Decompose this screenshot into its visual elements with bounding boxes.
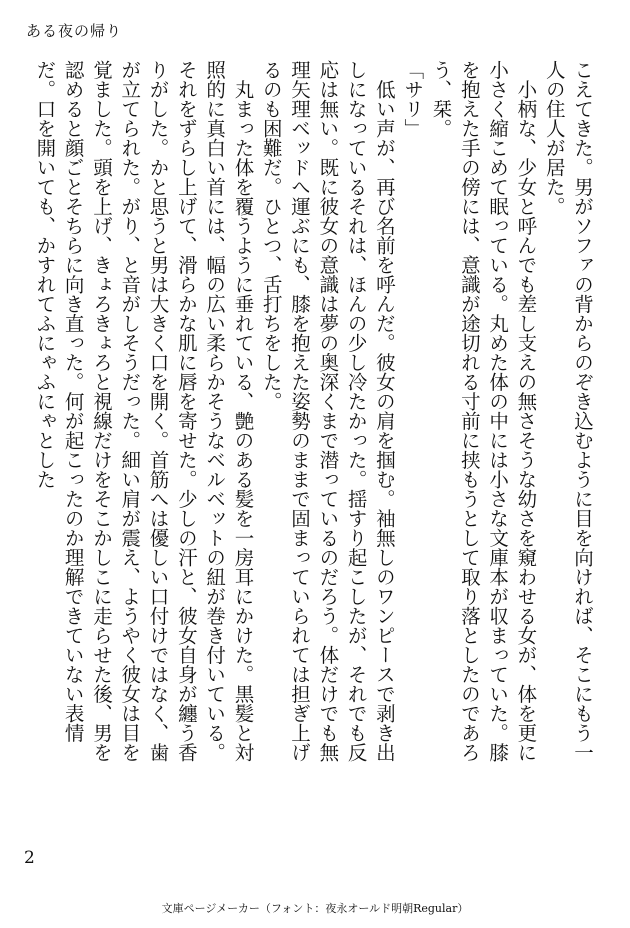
paragraph: 低い声が、再び名前を呼んだ。彼女の肩を掴む。袖無しのワンピースで剥き出しになっているそれは、ほんの少し冷たかった。揺すり起こしたが、それでも反応は無い。既に彼女の意識は夢の奥深くまで潜っているのだろう。体だけでも無理矢理ベッドへ運ぶにも、膝を抱えた姿勢のままで固まっていられては担ぎ上げるのも困難だ。ひとつ、舌打ちをした。 <box>259 60 396 762</box>
footer-credit: 文庫ページメーカー（フォント：夜永オールド明朝Regular） <box>161 902 469 915</box>
paragraph: 丸まった体を覆うように垂れている、艶のある髪を一房耳にかけた。黒髪と対照的に真白い首には、幅の広い柔らかそうなベルベットの紐が巻き付いている。それをずらし上げて、滑らかな肌に唇を寄せた。少しの汗と、彼女自身が纏う香りがした。かと思うと男は大きく口を開く。首筋へは優しい口付けではなく、歯が立てられた。がり、と音がしそうだった。細い肩が震え、ようやく彼女は目を覚ました。頭を上げ、きょろきょろと視線だけをそこかしこに走らせた後、男を認めると顔ごとそちらに向き直った。何が起こったのか理解できていない表情だ。口を開いても、かすれてふにゃふにゃとした <box>33 60 255 762</box>
paragraph: 小柄な、少女と呼んでも差し支えの無さそうな幼さを窺わせる女が、体を更に小さく縮こめて眠っている。丸めた体の中には小さな文庫本が収まっていた。膝を抱えた手の傍には、意識が途切れる寸前に挟もうとして取り落としたのであろう、栞。 <box>429 60 538 762</box>
paragraph: 「サリ」 <box>401 60 425 138</box>
paragraph: こえてきた。男がソファの背からのぞき込むように目を向ければ、そこにもう一人の住人が居た。 <box>542 60 594 762</box>
body-text <box>33 60 596 778</box>
running-header: ある夜の帰り <box>26 22 123 40</box>
page-number: 2 <box>24 848 35 868</box>
